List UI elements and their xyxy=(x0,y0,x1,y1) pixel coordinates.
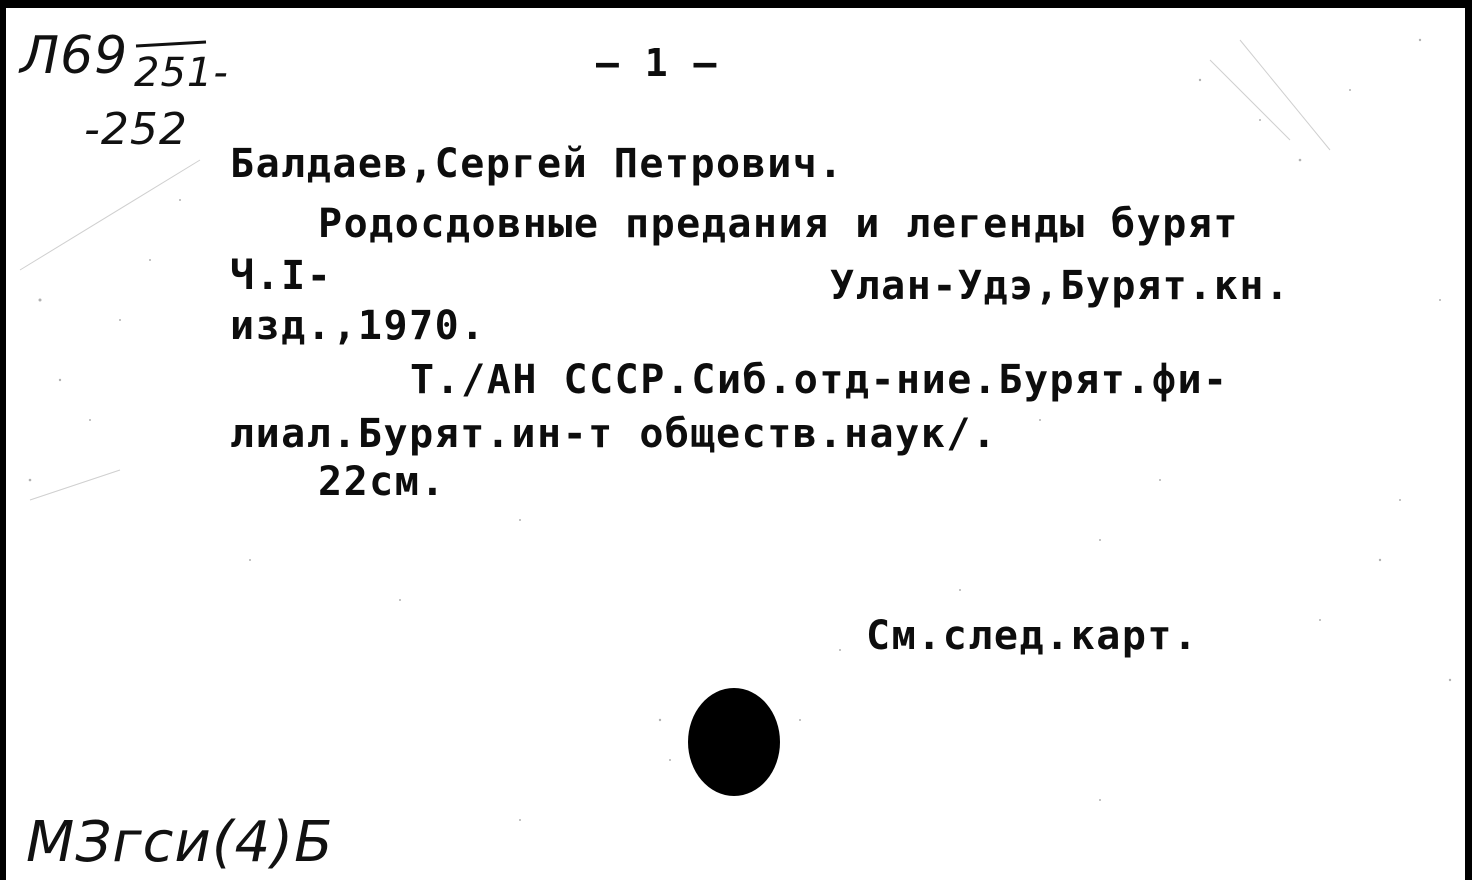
author-heading: Балдаев,Сергей Петрович. xyxy=(230,141,844,187)
shelf-code: МЗгси(4)Б xyxy=(26,810,334,875)
imprint-publisher-year: изд.,1970. xyxy=(230,303,486,349)
continuation-note: См.след.карт. xyxy=(866,613,1199,659)
title-line: Родосдовные предания и легенды бурят xyxy=(318,201,1239,247)
call-number-main: Л69 xyxy=(20,26,129,86)
call-number-range-start: 251- xyxy=(134,50,229,96)
series-line-2: лиал.Бурят.ин-т обществ.наук/. xyxy=(230,411,998,457)
punch-hole xyxy=(688,688,780,796)
imprint-place: Улан-Удэ,Бурят.кн. xyxy=(830,263,1291,309)
call-number-range-end: -252 xyxy=(84,104,188,155)
part-label: Ч.I- xyxy=(230,253,333,299)
card-number: — 1 — xyxy=(596,41,718,85)
series-line-1: Т./АН СССР.Сиб.отд-ние.Бурят.фи- xyxy=(410,357,1229,403)
physical-size: 22см. xyxy=(318,459,446,505)
